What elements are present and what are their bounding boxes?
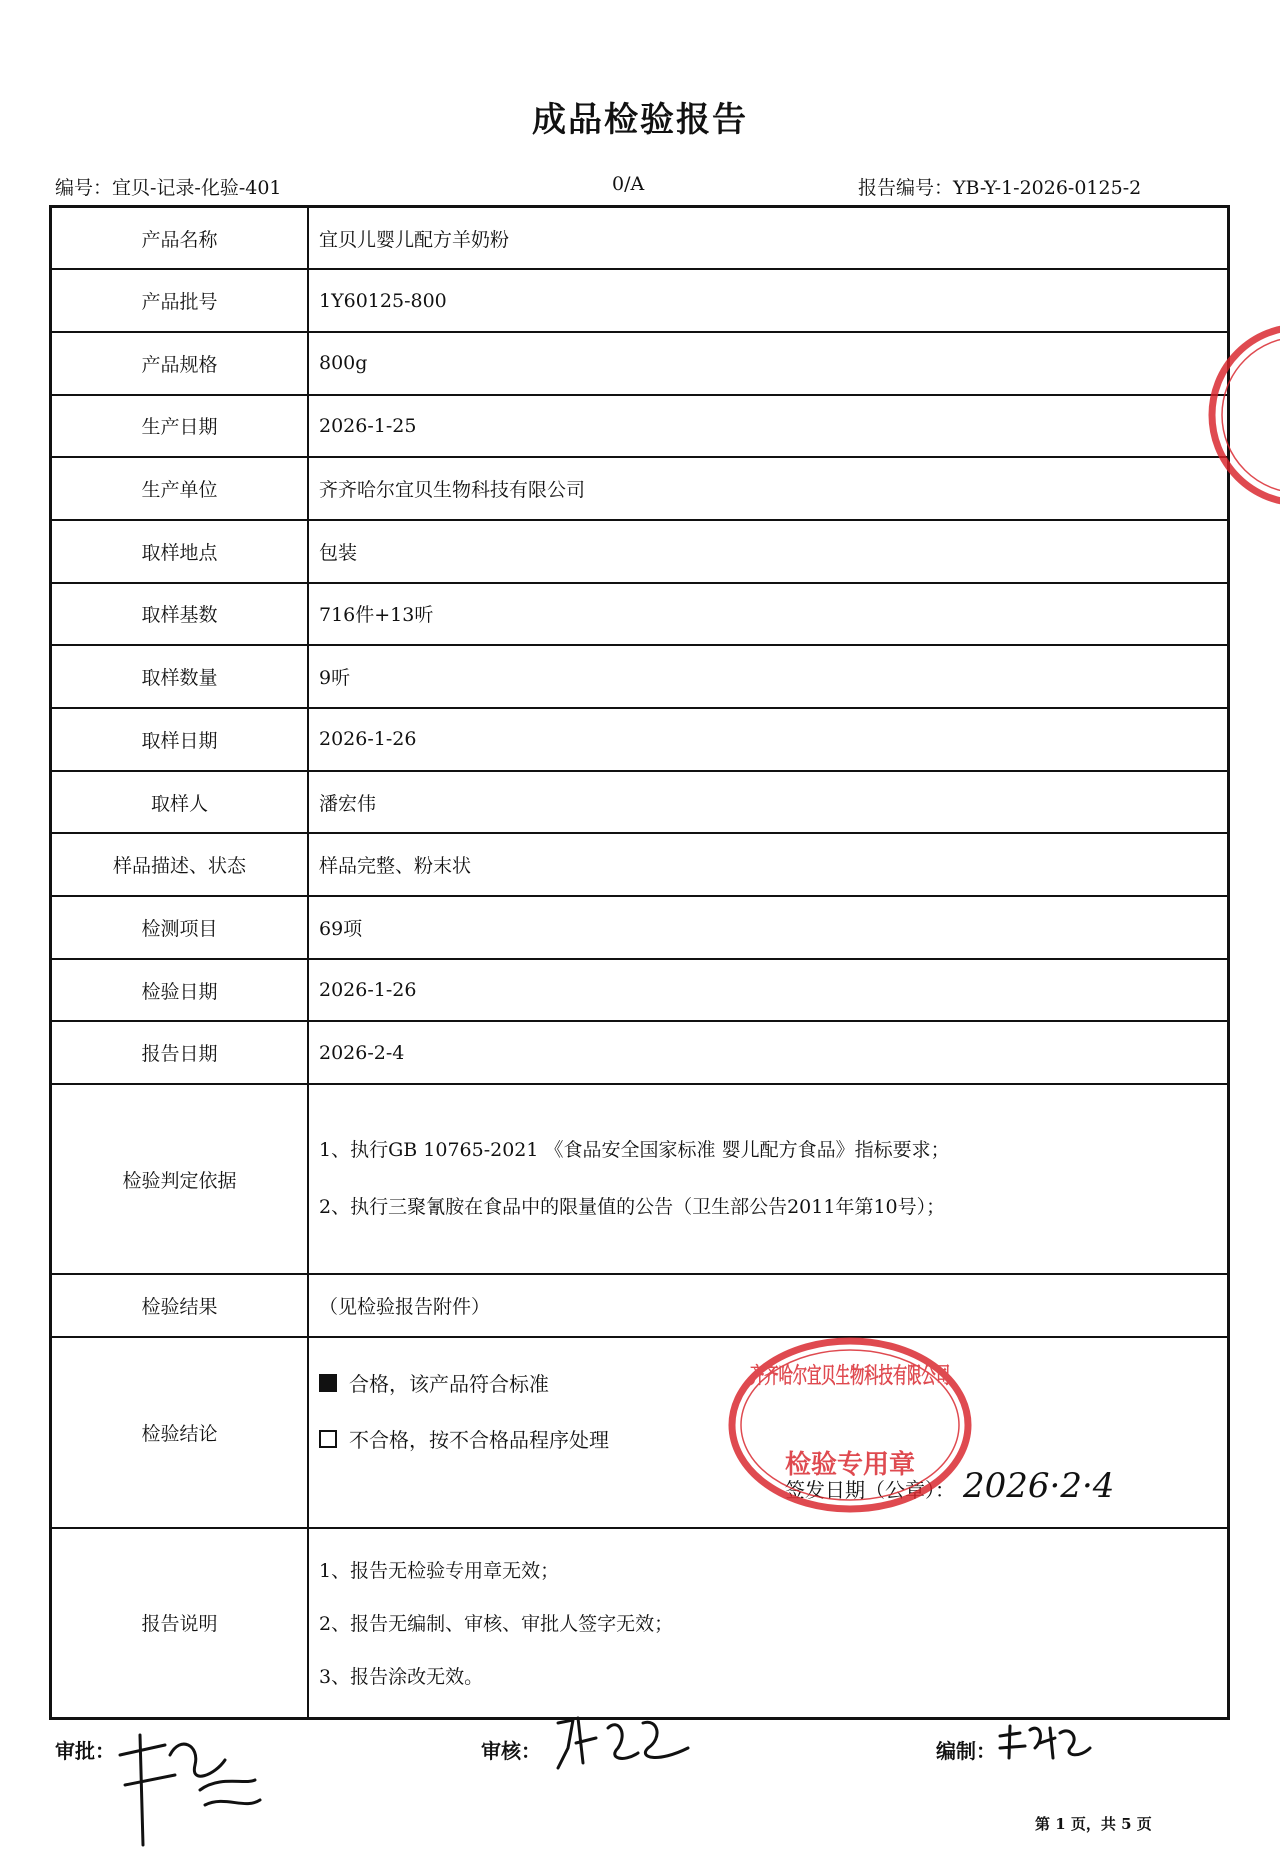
row-label: 检测项目	[51, 896, 309, 959]
table-row	[51, 771, 1229, 834]
row-label: 取样数量	[51, 645, 309, 708]
row-value: 潘宏伟	[308, 771, 1229, 834]
stamp-company-text: 齐齐哈尔宜贝生物科技有限公司	[750, 1364, 1059, 1389]
row-label: 检验日期	[51, 959, 309, 1022]
record-number: 编号：宜贝-记录-化验-401	[55, 177, 282, 199]
note-line-2: 2、报告无编制、审核、审批人签字无效；	[319, 1613, 674, 1636]
row-value: 2026-2-4	[308, 1021, 1229, 1084]
sign-date-label: 签发日期（公章）：	[785, 1478, 955, 1503]
basis-line-2: 2、执行三聚氰胺在食品中的限量值的公告（卫生部公告2011年第10号）；	[319, 1196, 946, 1219]
result-label: 检验结果	[51, 1274, 309, 1337]
row-value: 样品完整、粉末状	[308, 833, 1229, 896]
row-value: 2026-1-25	[308, 395, 1229, 458]
row-label: 样品描述、状态	[51, 833, 309, 896]
fail-text: 不合格，按不合格品程序处理	[349, 1428, 609, 1453]
checked-box-icon	[319, 1374, 337, 1392]
row-label: 取样日期	[51, 708, 309, 771]
table-row	[51, 269, 1229, 332]
reviewer-signature-icon	[548, 1708, 698, 1778]
notes-value	[308, 1528, 1229, 1718]
row-value: 宜贝儿婴儿配方羊奶粉	[308, 207, 1229, 270]
row-value: 2026-1-26	[308, 959, 1229, 1022]
row-label: 取样基数	[51, 583, 309, 646]
table-row	[51, 457, 1229, 520]
notes-label: 报告说明	[51, 1528, 309, 1718]
row-label: 取样人	[51, 771, 309, 834]
row-label: 报告日期	[51, 1021, 309, 1084]
reviewer-label: 审核：	[481, 1739, 541, 1763]
inspection-table	[49, 205, 1230, 1720]
row-value: 69项	[308, 896, 1229, 959]
report-number: 报告编号：YB-Y-1-2026-0125-2	[858, 177, 1142, 199]
table-row	[51, 520, 1229, 583]
table-row	[51, 708, 1229, 771]
page-number: 第 1 页，共 5 页	[1035, 1815, 1152, 1833]
row-value: 9听	[308, 645, 1229, 708]
stamp-purpose-text: 检验专用章	[784, 1450, 916, 1480]
preparer-signature-icon	[995, 1718, 1095, 1768]
pass-option	[319, 1368, 549, 1397]
row-value: 齐齐哈尔宜贝生物科技有限公司	[308, 457, 1229, 520]
row-label: 产品规格	[51, 332, 309, 395]
row-value: 800g	[308, 332, 1229, 395]
conclusion-label: 检验结论	[51, 1337, 309, 1528]
row-label: 取样地点	[51, 520, 309, 583]
row-value: 1Y60125-800	[308, 269, 1229, 332]
row-label: 生产日期	[51, 395, 309, 458]
row-value: 2026-1-26	[308, 708, 1229, 771]
row-label: 产品批号	[51, 269, 309, 332]
edge-stamp-icon	[1205, 320, 1280, 510]
fail-option	[319, 1424, 609, 1453]
result-row	[51, 1274, 1229, 1337]
note-line-3: 3、报告涂改无效。	[319, 1666, 484, 1689]
basis-line-1: 1、执行GB 10765-2021 《食品安全国家标准 婴儿配方食品》指标要求；	[319, 1139, 950, 1162]
sign-date-value: 2026·2·4	[963, 1466, 1115, 1507]
table-row	[51, 332, 1229, 395]
table-row	[51, 645, 1229, 708]
row-label: 产品名称	[51, 207, 309, 270]
conclusion-row	[51, 1337, 1229, 1528]
unchecked-box-icon	[319, 1430, 337, 1448]
preparer-label: 编制：	[936, 1739, 996, 1763]
notes-row	[51, 1528, 1229, 1718]
basis-value	[308, 1084, 1229, 1274]
approver-signature-icon	[105, 1715, 265, 1850]
report-title: 成品检验报告	[532, 100, 748, 140]
row-label: 生产单位	[51, 457, 309, 520]
table-row	[51, 1021, 1229, 1084]
basis-label: 检验判定依据	[51, 1084, 309, 1274]
table-row	[51, 207, 1229, 270]
approver-label: 审批：	[55, 1739, 115, 1763]
table-row	[51, 896, 1229, 959]
note-line-1: 1、报告无检验专用章无效；	[319, 1560, 560, 1583]
basis-row	[51, 1084, 1229, 1274]
row-value: 716件+13听	[308, 583, 1229, 646]
table-row	[51, 959, 1229, 1022]
table-row	[51, 583, 1229, 646]
pass-text: 合格，该产品符合标准	[349, 1372, 549, 1397]
table-row	[51, 395, 1229, 458]
table-row	[51, 833, 1229, 896]
version-number: 0/A	[612, 173, 645, 195]
result-value: （见检验报告附件）	[308, 1274, 1229, 1337]
row-value: 包装	[308, 520, 1229, 583]
